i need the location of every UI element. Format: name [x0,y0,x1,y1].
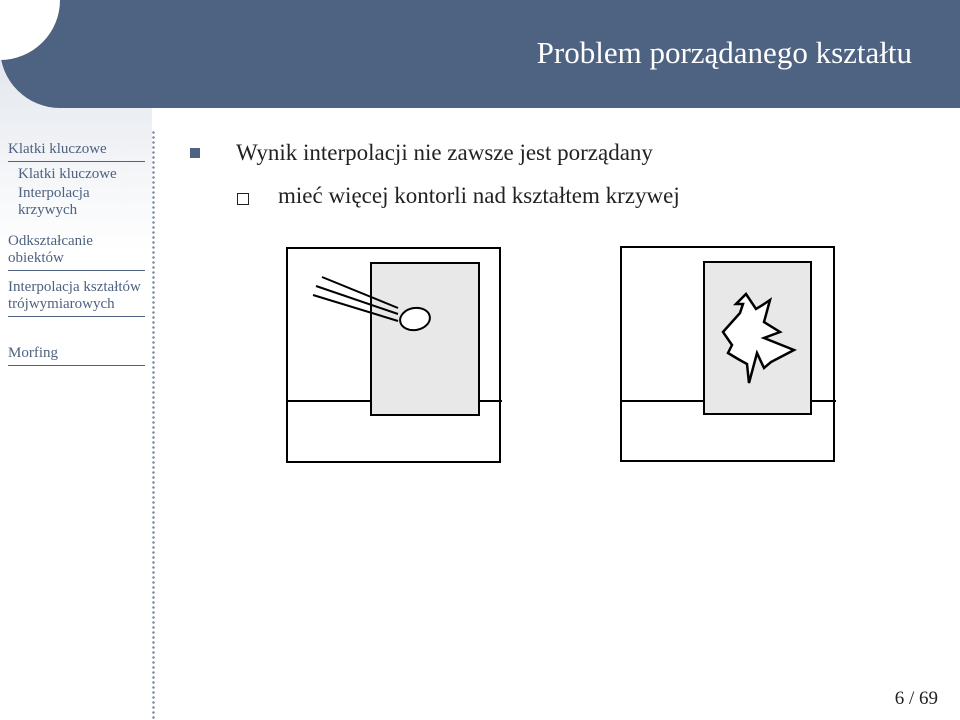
nav-subitem-interpolacja-krzywych[interactable]: Interpolacja krzywych [18,185,90,218]
figure-ball-throw [280,240,510,470]
sub-bullet-icon [237,193,249,205]
nav-subitem-klatki-kluczowe[interactable]: Klatki kluczowe [18,166,117,182]
nav-section-interpolacja-ksztaltow[interactable]: Interpolacja kształtów trójwymiarowych [8,279,145,317]
window-pane [371,263,479,415]
nav-section-morfing[interactable]: Morfing [8,345,145,366]
bullet-icon [190,148,200,158]
sub-bullet-text: mieć więcej kontorli nad kształtem krzywej [278,183,680,208]
header-bar [0,0,960,108]
sidebar-divider [152,130,155,720]
figure-broken-window [614,240,844,470]
page-number: 6 / 69 [894,688,938,709]
slide-title: Problem porządanego kształtu [536,35,912,70]
nav-section-klatki-kluczowe[interactable]: Klatki kluczowe [8,141,145,162]
bullet-text: Wynik interpolacji nie zawsze jest porządany [236,140,653,165]
nav-section-odksztalcanie[interactable]: Odkształcanie obiektów [8,233,145,271]
